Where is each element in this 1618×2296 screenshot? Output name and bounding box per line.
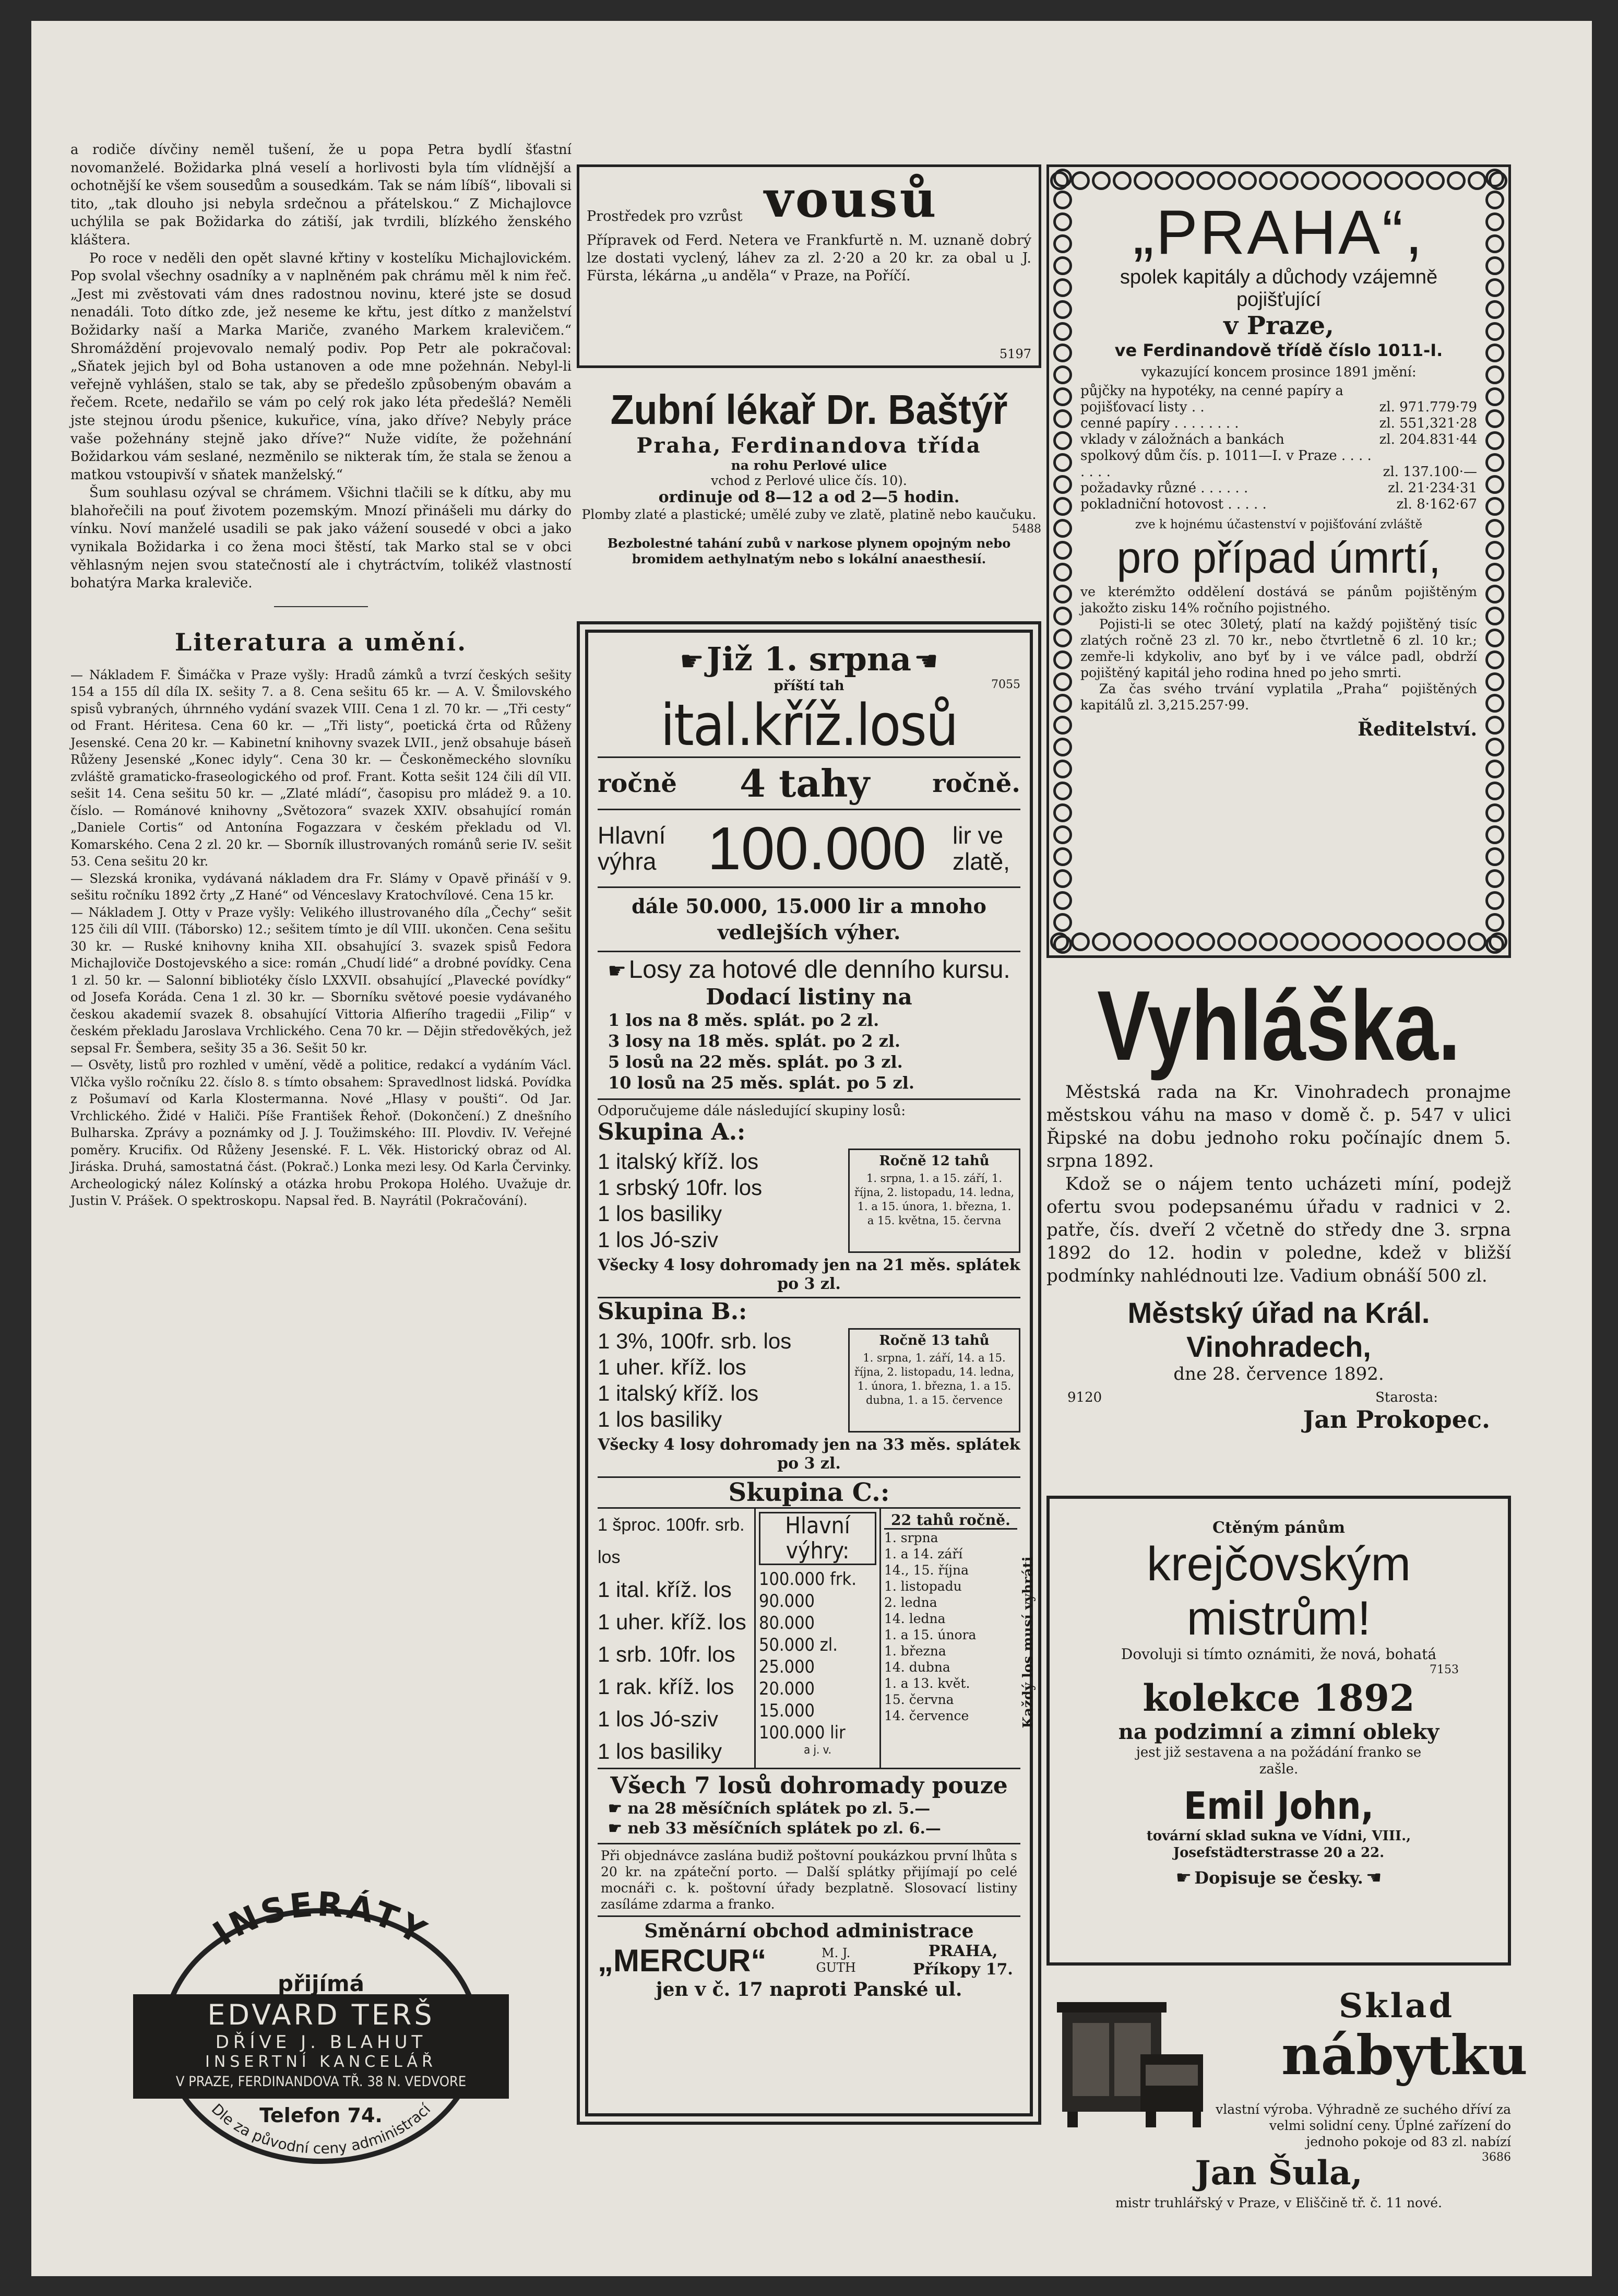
chain-link-ornament (1113, 171, 1132, 190)
chain-link-ornament (1363, 171, 1382, 190)
praha-item-label: půjčky na hypotéky, na cenné papíry a pojišťovací listy . . (1080, 383, 1343, 415)
chain-link-ornament (1196, 171, 1215, 190)
chain-link-ornament (1485, 782, 1504, 800)
groupC-date: 1. srpna (884, 1530, 938, 1545)
stamp-arc-bottom: Dle za původní ceny administrací (208, 2100, 434, 2158)
chain-link-ornament (1485, 935, 1504, 954)
inseraty-stamp (117, 1879, 525, 2177)
chain-link-ornament (1405, 932, 1424, 951)
stamp-line6: Telefon 74. (259, 2104, 383, 2127)
chain-link-ornament (1342, 171, 1361, 190)
praha-item-row (1080, 416, 1477, 432)
chain-link-ornament (1071, 171, 1090, 190)
groupA-title: Skupina A.: (598, 1119, 746, 1145)
chain-link-ornament (1485, 738, 1504, 756)
praha-body: ve kterémžto oddělení dostává se pánům pojištěným jakožto zisku 14% ročního pojistného. (1080, 584, 1477, 616)
lottery-bottom: jen v č. 17 naproti Panské ul. (656, 1979, 962, 2001)
groupC-date: 15. června (884, 1692, 954, 1707)
stamp-line3: DŘÍVE J. BLAHUT (215, 2032, 427, 2053)
lottery-side-text: Každý los musí vyhráti (1020, 1556, 1036, 1729)
chain-link-ornament (1053, 453, 1072, 472)
groupB-table (598, 1328, 1020, 1433)
praha-example: Pojisti-li se otec 30letý, platí na každý pojištěný tisíc zlatých ročně 23 zl. 70 kr., nebo čtvrtletně 6 zl. 10 kr.; zemře-li kdykoliv, ano byť by i ve válce padl, obdrží pojištěný kapitál jeho rodina hned po jeho smrti. (1080, 617, 1477, 680)
chain-link-ornament (1485, 891, 1504, 910)
groupC-amount: 25.000 (759, 1656, 815, 1677)
chain-link-ornament (1053, 431, 1072, 450)
groupA-item: 1 los basiliky (598, 1201, 722, 1226)
plan-row: 5 losů na 22 měs. splát. po 3 zl. (608, 1052, 903, 1072)
groupA-item: 1 srbský 10fr. los (598, 1175, 763, 1200)
chain-link-ornament (1485, 825, 1504, 844)
chain-link-ornament (1053, 803, 1072, 822)
chain-link-ornament (1322, 932, 1340, 951)
article-paragraph: Šum souhlasu ozýval se chrámem. Všichni tlačili se k dítku, aby mu blahořečili na pouť životem pozemským. Mnozí přinášeli mu dárky do vínku. Noví manželé usadili se pak jako vážení sousedé v obci a jako vynikala Božidarka i co žena moci štěstí, tak Marko stal se v obci věhlasným nejen svou statečností ale i chytráctvím, tolikéž vlastností bohatýra Marka kraleviče. (70, 485, 572, 591)
chain-link-ornament (1485, 212, 1504, 231)
lottery-plans (598, 1010, 1020, 1093)
groupC-table (598, 1507, 1020, 1769)
chain-link-ornament (1134, 171, 1152, 190)
groupC-item: 1 ital. kříž. los (598, 1577, 732, 1602)
groupC-date: 14. dubna (884, 1660, 950, 1675)
chain-link-ornament (1175, 171, 1194, 190)
dentist-sub: Praha, Ferdinandova třída (636, 433, 982, 458)
chain-link-ornament (1485, 300, 1504, 319)
stamp-line1: přijímá (277, 1971, 365, 1996)
lottery-all7b: neb 33 měsíčních splátek po zl. 6.— (627, 1819, 941, 1838)
praha-item-label: požadavky různé . . . . . . (1080, 480, 1248, 496)
groupA-draws-title: Ročně 12 tahů (879, 1153, 990, 1169)
groupC-date: 1. listopadu (884, 1579, 962, 1594)
chain-link-ornament (1238, 171, 1257, 190)
chain-link-ornament (1384, 171, 1403, 190)
chain-link-ornament (1468, 171, 1486, 190)
chain-link-ornament (1301, 171, 1319, 190)
groupA-item: 1 los Jó-sziv (598, 1227, 719, 1252)
chain-link-ornament (1447, 171, 1466, 190)
groupC-amount: 80.000 (759, 1613, 815, 1634)
groupC-date: 14. července (884, 1708, 969, 1723)
chain-link-ornament (1485, 803, 1504, 822)
chain-link-ornament (1053, 191, 1072, 209)
chain-border-right (1484, 167, 1505, 955)
praha-sign: Ředitelství. (1358, 718, 1477, 740)
praha-item-value: zl. 971.779·79 (1379, 399, 1477, 415)
groupA-table (598, 1149, 1020, 1253)
tailor-l4: jest již sestavena a na požádání franko se zašle. (1136, 1745, 1422, 1777)
vousu-text: Přípravek od Ferd. Netera ve Frankfurtě n. M. uznaně dobrý lze dostati vyclený, láhev za zl. 2·20 a 20 kr. za obal u J. Fürsta, lékárna „u anděla“ v Praze, na Poříčí. (587, 232, 1031, 284)
chain-link-ornament (1280, 171, 1299, 190)
pointing-hand-icon: ☛ (680, 646, 704, 677)
praha-item-row (1080, 448, 1477, 480)
lottery-yearly-mid: 4 tahy (740, 761, 870, 806)
chain-link-ornament (1053, 212, 1072, 231)
chain-link-ornament (1485, 672, 1504, 691)
chain-link-ornament (1053, 387, 1072, 406)
chain-link-ornament (1053, 782, 1072, 800)
groupC-amount: 20.000 (759, 1678, 815, 1699)
chain-link-ornament (1485, 191, 1504, 209)
dentist-l3: ordinuje od 8—12 a od 2—5 hodin. (658, 488, 960, 506)
chain-link-ornament (1485, 278, 1504, 297)
chain-link-ornament (1426, 171, 1445, 190)
lit-paragraph: — Slezská kronika, vydávaná nákladem dra Fr. Slámy v Opavě přináší v 9. sešitu ročníku 1892 črty „Z Hané“ od Vénceslavy Kratochvílové. Cena 15 kr. (70, 871, 572, 903)
chain-link-ornament (1053, 935, 1072, 954)
praha-item-value: zl. 8·162·67 (1396, 496, 1477, 512)
chain-link-ornament (1280, 932, 1299, 951)
article-continuation (70, 141, 572, 593)
groupA-draws: 1. srpna, 1. a 15. září, 1. října, 2. listopadu, 14. ledna, 1. a 15. února, 1. března, 1. a 15. května, 15. června (854, 1172, 1015, 1227)
tailor-l2: Dovoluji si tímto oznámiti, že nová, bohatá (1121, 1646, 1437, 1663)
dentist-l4: Plomby zlaté a plastické; umělé zuby ve zlatě, platině nebo kaučuku. (581, 507, 1037, 522)
vyhlaska-num: 9120 (1067, 1390, 1102, 1405)
furniture-title2: nábytku (1281, 2023, 1528, 2087)
pointing-hand-icon: ☛ (608, 960, 627, 983)
groupC-date: 1. a 13. květ. (884, 1676, 970, 1691)
groupC-date: 14. ledna (884, 1611, 946, 1626)
groupC-date: 14., 15. října (884, 1563, 969, 1578)
lottery-mj: M. J. GUTH (816, 1946, 856, 1975)
chain-link-ornament (1053, 825, 1072, 844)
tailor-name: Emil John, (1183, 1784, 1374, 1828)
pointing-hand-icon: ☛ (1175, 1867, 1192, 1888)
chain-link-ornament (1071, 932, 1090, 951)
chain-link-ornament (1053, 672, 1072, 691)
praha-items (1080, 383, 1477, 513)
praha-case: pro případ úmrtí, (1116, 533, 1441, 582)
lottery-main-num: 100.000 (707, 814, 926, 882)
chain-link-ornament (1485, 869, 1504, 888)
lottery-main-right: lir ve zlatě, (953, 822, 1010, 875)
groupB-item: 1 uher. kříž. los (598, 1355, 746, 1379)
chain-link-ornament (1447, 932, 1466, 951)
chain-link-ornament (1384, 932, 1403, 951)
furniture-addr: mistr truhlářský v Praze, v Eliščině tř. č. 11 nové. (1115, 2195, 1442, 2210)
literature-section (70, 667, 572, 1210)
pointing-hand-icon: ☚ (1365, 1867, 1382, 1888)
praha-item-row (1080, 383, 1477, 416)
column-left (70, 141, 572, 2158)
ad-vousu (577, 164, 1041, 368)
chain-link-ornament (1053, 738, 1072, 756)
tailor-title: krejčovským mistrům! (1146, 1537, 1411, 1645)
praha-paid: Za čas svého trvání vyplatila „Praha“ pojištěných kapitálů zl. 3,215.257·99. (1080, 681, 1477, 713)
chain-link-ornament (1217, 171, 1236, 190)
chain-link-ornament (1175, 932, 1194, 951)
groupC-date: 1. a 15. února (884, 1627, 977, 1642)
vyhlaska-date: dne 28. července 1892. (1173, 1364, 1384, 1384)
groupC-date: 1. března (884, 1643, 946, 1659)
groupC-right-head: 22 tahů ročně. (884, 1512, 1017, 1530)
ad-praha (1046, 164, 1511, 958)
groupA-item: 1 italský kříž. los (598, 1149, 759, 1174)
vousu-num: 5197 (999, 347, 1031, 361)
lottery-head: Již 1. srpna (706, 640, 912, 678)
chain-link-ornament (1053, 256, 1072, 275)
chain-link-ornament (1485, 365, 1504, 384)
groupC-amount: 90.000 (759, 1591, 815, 1612)
chain-link-ornament (1485, 563, 1504, 582)
praha-sub: spolek kapitály a důchody vzájemně pojišťující (1120, 266, 1438, 311)
chain-link-ornament (1485, 387, 1504, 406)
lottery-cash: Losy za hotové dle denního kursu. (628, 956, 1010, 984)
chain-link-ornament (1053, 169, 1072, 187)
lottery-note: Při objednávce zaslána budiž poštovní poukázkou první lhůta s 20 kr. na zpáteční porto. — Další splátky přijímají po celé mocnáři c. k. poštovní úřady bezplatně. Slosovací listiny zasíláme zdarma a franko. (598, 1843, 1020, 1917)
chain-link-ornament (1053, 585, 1072, 603)
groupA-total: Všecky 4 losy dohromady jen na 21 měs. splátek po 3 zl. (598, 1256, 1020, 1298)
chain-link-ornament (1301, 932, 1319, 951)
praha-address: ve Ferdinandově třídě číslo 1011-I. (1114, 340, 1443, 360)
chain-link-ornament (1053, 650, 1072, 669)
chain-link-ornament (1053, 475, 1072, 494)
plan-row: 10 losů na 25 měs. splát. po 5 zl. (608, 1073, 914, 1093)
chain-link-ornament (1485, 256, 1504, 275)
groupC-amount: 100.000 lir (759, 1722, 846, 1743)
praha-item-row (1080, 432, 1477, 448)
lit-paragraph: — Nákladem F. Šimáčka v Praze vyšly: Hradů zámků a tvrzí českých sešity 154 a 155 díl díla IX. sešity 7. a 8. Cena sešitu 65 kr. — A. V. Šmilovského spisů vybraných, úhrnného vydání svazek VIII. Cena 1 zl. 70 kr. — „Tři cesty“ od Frant. Héritesa. Cena 60 kr. — „Tři listy“, poetická črta od Růženy Jesenské. Cena 20 kr. — Kabinetní knihovny svazek LVII., jenž obsahuje báseň Růženy Jesenské „Konec idyly“. Cena 30 kr. — Českoněmeckého slovníku zvláště gramaticko-fraseologického od prof. Frant. Kotta sešit 124 čili díl VII. sešit 14. Cena sešitu 50 kr. — „Zlaté mládí“, časopisu pro mládež 9. a 10. číslo. — Románové knihovny „Světozora“ svazek XXIV. obsahující román „Daniele Cortis“ od Antonína Fogazzara v českém překladu od Vl. Komarského. Cena 2 zl. 20 kr. — Sborník illustrovaných románů serie IV. sešit 53. Cena sešitu 20 kr. (70, 667, 572, 869)
lottery-delivery: Dodací listiny na (706, 984, 912, 1010)
vousu-small: Prostředek pro vzrůst (587, 208, 743, 224)
article-paragraph: Po roce v neděli den opět slavné křtiny v kostelíku Michajlovickém. Pop svolal všechny osadníky a v naplněném pak chrámu měl k nim řeč. „Jest mi zvěstovati vám dnes radostnou novinu, které jste se dosud nenadáli. Toto dítko zde, jež neseme ke křtu, jest dítko z manželství Božidarky naší a Marka Mariče, zvaného Markem kralevičem.“ Shromáždění projevovalo nemalý podiv. Pop Petr ale pokračoval: „Sňatek jejich byl od Boha ustanoven a ode mne požehnán. Nebyl-li veřejně vyhlášen, stalo se tak, aby se předešlo způsobeným obavám a řečem. Rcete, nedařilo se vám po celý rok jako léta předešlá? Neměli jste stejnou úrodu pšenice, kukuřice, vína, jako dříve? Nebyly práce vaše požehnány stejně jako dříve?“ Nuže vidíte, že požehnání Božidarkou vám seslané, nezměnilo se nikterak tím, že stala se ženou a matkou vstoupivší v sňatek manželský.“ (70, 250, 572, 483)
lit-paragraph: — Osvěty, listů pro rozhled v umění, vědě a politice, redakcí a vydáním Václ. Vlčka vyšlo ročníku 22. číslo 8. s tímto obsahem: Spravedlnost lidská. Povídka z Pošumaví od Karla Klostermanna. Nové „Hlasy v poušti“. Od Jar. Vrchlického. Židé v Haliči. Píše František Řehoř. (Dokončení.) Z dnešního Bulharska. Zprávy a poznámky od J. J. Toužimského: III. Plovdiv. IV. Veřejné poměry. Krucifix. Od Růženy Jesenské. F. L. Věk. Historický obraz od Al. Jiráska. Druhá, samostatná část. (Pokrač.) Lonka mezi lesy. Od Karla Červinky. Archeologický nález Kolínský a otázka hrobu Prokopa Holého. Uvažuje dr. Justin V. Prášek. O spektroskopu. Napsal řed. B. Nayrátil (Pokračování). (70, 1058, 572, 1209)
chain-link-ornament (1485, 234, 1504, 253)
chain-link-ornament (1053, 541, 1072, 560)
ad-furniture (1046, 1981, 1528, 2216)
article-paragraph: a rodiče dívčiny neměl tušení, že u popa Petra bydlí šťastní novomanželé. Božidarka plná veselí a horlivosti byla tím vlídnější a ochotnější ke všem sousedům a sousedkám. Tak se nám líbíš“, libovali si tito, „tak dlouho jsi nebyla srdečnou a přátelskou.“ Z Michajlovce uchýlila se pak Božidarka do zátiší, jak tvrdili, blízkého ženského kláštera. (70, 142, 572, 248)
furniture-text: vlastní výroba. Výhradně ze suchého dříví za velmi solidní ceny. Úplné zařízení do jednoho pokoje od 83 zl. nabízí (1216, 2102, 1511, 2149)
groupB-item: 1 italský kříž. los (598, 1381, 759, 1405)
chain-link-ornament (1485, 409, 1504, 428)
chain-link-ornament (1053, 563, 1072, 582)
groupC-item: 1 los basiliky (598, 1739, 722, 1764)
groupC-item: 1 šproc. 100fr. srb. los (598, 1515, 745, 1567)
chain-link-ornament (1053, 607, 1072, 625)
groupC-mid-head: Hlavní výhry: (759, 1512, 876, 1565)
plan-row: 3 losy na 18 měs. splát. po 2 zl. (608, 1031, 901, 1051)
vyhlaska-title: Vyhláška. (1097, 971, 1460, 1081)
chain-link-ornament (1053, 869, 1072, 888)
lottery-recommend: Odporučujeme dále následující skupiny losů: (598, 1098, 1020, 1119)
stamp-line2: EDVARD TERŠ (207, 1998, 435, 2031)
groupB-item: 1 3%, 100fr. srb. los (598, 1329, 792, 1353)
vousu-title: vousů (764, 170, 938, 229)
praha-item-label: vklady v záložnách a bankách (1080, 432, 1284, 447)
praha-item-value: zl. 204.831·44 (1379, 432, 1477, 447)
vyhlaska-p2: Kdož se o nájem tento ucházeti míní, podejž ofertu svou podepsanému úřadu v radnici v 2. patře, čís. dveří 2 včetně do středy dne 3. srpna 1892 do 12. hodin v poledne, kdež v bližší podmínky nahlédnouti lze. Vadium obnáší 500 zl. (1046, 1174, 1511, 1286)
chain-link-ornament (1322, 171, 1340, 190)
ad-lottery (577, 621, 1041, 2125)
praha-accepts: zve k hojnému účastenství v pojišťování zvláště (1135, 518, 1423, 531)
groupB-draws-title: Ročně 13 tahů (879, 1333, 990, 1348)
praha-intro: vykazující koncem prosince 1891 jmění: (1141, 364, 1417, 380)
chain-link-ornament (1468, 932, 1486, 951)
stamp-arc-top: INSERÁTY (206, 1885, 435, 1954)
chain-link-ornament (1155, 932, 1173, 951)
chain-link-ornament (1485, 650, 1504, 669)
groupC-amount: 100.000 frk. (759, 1569, 856, 1590)
dentist-title: Zubní lékař Dr. Baštýř (610, 386, 1008, 433)
chain-link-ornament (1053, 519, 1072, 538)
chain-link-ornament (1053, 497, 1072, 516)
lottery-head-sub: příští tah (774, 678, 844, 694)
dentist-num: 5488 (1012, 523, 1041, 536)
chain-link-ornament (1092, 171, 1111, 190)
chain-link-ornament (1053, 629, 1072, 647)
stamp-line5: V PRAZE, FERDINANDOVA TŘ. 38 N. VEDVORE (175, 2074, 467, 2090)
pointing-hand-icon: ☛ (608, 1819, 622, 1838)
ad-vyhlaska (1046, 971, 1511, 1488)
tailor-l3: na podzimní a zimní obleky (1118, 1720, 1439, 1744)
praha-item-value: zl. 551,321·28 (1379, 416, 1477, 431)
chain-link-ornament (1485, 431, 1504, 450)
chain-link-ornament (1092, 932, 1111, 951)
groupC-mid-foot: a j. v. (804, 1744, 831, 1757)
lottery-mercur: „MERCUR“ (598, 1943, 767, 1978)
chain-link-ornament (1485, 322, 1504, 341)
groupB-total: Všecky 4 losy dohromady jen na 33 měs. splátek po 3 zl. (598, 1436, 1020, 1478)
tailor-num: 7153 (1430, 1663, 1459, 1676)
chain-link-ornament (1053, 694, 1072, 713)
chain-link-ornament (1053, 847, 1072, 866)
lottery-num: 7055 (991, 678, 1020, 691)
chain-link-ornament (1053, 913, 1072, 932)
chain-link-ornament (1426, 932, 1445, 951)
groupB-title: Skupina B.: (598, 1298, 747, 1325)
chain-link-ornament (1485, 585, 1504, 603)
groupC-date: 1. a 14. září (884, 1546, 963, 1561)
section-heading-literatura: Literatura a umění. (174, 628, 468, 656)
chain-border-left (1052, 167, 1073, 955)
lottery-yearly-right: ročně. (932, 768, 1020, 798)
praha-item-value: zl. 21·234·31 (1388, 480, 1477, 496)
chain-link-ornament (1053, 300, 1072, 319)
chain-link-ornament (1485, 694, 1504, 713)
furniture-num: 3686 (1482, 2151, 1511, 2164)
tailor-kolekce: kolekce 1892 (1143, 1676, 1415, 1720)
chain-link-ornament (1363, 932, 1382, 951)
chain-link-ornament (1485, 453, 1504, 472)
chain-link-ornament (1485, 497, 1504, 516)
chain-link-ornament (1485, 519, 1504, 538)
chain-link-ornament (1053, 891, 1072, 910)
newspaper-page (31, 21, 1592, 2276)
chain-link-ornament (1405, 171, 1424, 190)
chain-link-ornament (1485, 913, 1504, 932)
lottery-praha: PRAHA, Příkopy 17. (913, 1942, 1013, 1979)
chain-link-ornament (1342, 932, 1361, 951)
groupC-item: 1 los Jó-sziv (598, 1707, 719, 1731)
chain-link-ornament (1485, 607, 1504, 625)
chain-link-ornament (1259, 171, 1278, 190)
lottery-yearly-left: ročně (598, 768, 677, 798)
praha-item-value: zl. 137.100·— (1383, 464, 1477, 480)
chain-link-ornament (1053, 344, 1072, 362)
chain-link-ornament (1485, 169, 1504, 187)
chain-link-ornament (1155, 171, 1173, 190)
chain-link-ornament (1053, 760, 1072, 778)
lottery-all7: Všech 7 losů dohromady pouze (610, 1772, 1008, 1799)
dentist-l2: vchod z Perlové ulice čís. 10). (711, 473, 907, 488)
praha-vpraze: v Praze, (1223, 311, 1334, 340)
praha-item-row (1080, 480, 1477, 496)
groupC-amount: 15.000 (759, 1700, 815, 1721)
stamp-line4: INSERTNÍ KANCELÁŘ (205, 2053, 437, 2071)
chain-link-ornament (1485, 760, 1504, 778)
chain-link-ornament (1485, 847, 1504, 866)
furniture-name: Jan Šula, (1195, 2153, 1363, 2193)
groupB-draws: 1. srpna, 1. září, 14. a 15. října, 2. listopadu, 14. ledna, 1. února, 1. března, 1. a 15. dubna, 1. a 15. července (854, 1352, 1015, 1406)
chain-link-ornament (1485, 716, 1504, 735)
furniture-title1: Sklad (1339, 1986, 1455, 2026)
dentist-l1: na rohu Perlové ulice (731, 458, 887, 473)
chain-link-ornament (1217, 932, 1236, 951)
chain-link-ornament (1053, 716, 1072, 735)
lottery-all7a: na 28 měsíčních splátek po zl. 5.— (627, 1800, 931, 1818)
vyhlaska-office: Městský úřad na Král. Vinohradech, (1127, 1296, 1430, 1363)
praha-item-label: pokladniční hotovost . . . . . (1080, 496, 1267, 512)
lottery-title: ital.kříž.losů (660, 692, 958, 759)
groupB-item: 1 los basiliky (598, 1407, 722, 1431)
praha-item-row (1080, 496, 1477, 513)
plan-row: 1 los na 8 měs. splát. po 2 zl. (608, 1010, 879, 1030)
chain-link-ornament (1485, 344, 1504, 362)
chain-border-bottom (1049, 931, 1508, 952)
chain-link-ornament (1053, 409, 1072, 428)
chain-link-ornament (1053, 278, 1072, 297)
groupC-item: 1 uher. kříž. los (598, 1609, 746, 1634)
ad-dentist (577, 386, 1041, 595)
pointing-hand-icon: ☛ (608, 1800, 622, 1818)
chain-link-ornament (1134, 932, 1152, 951)
chain-link-ornament (1485, 541, 1504, 560)
chain-link-ornament (1196, 932, 1215, 951)
lottery-further: dále 50.000, 15.000 lir a mnoho vedlejších výher. (632, 894, 986, 944)
chain-link-ornament (1238, 932, 1257, 951)
praha-title: „PRAHA“, (1133, 197, 1425, 267)
chain-border-top (1049, 170, 1508, 191)
lottery-main-left: Hlavní výhra (598, 822, 666, 875)
groupC-item: 1 rak. kříž. los (598, 1674, 734, 1699)
tailor-l5: tovární sklad sukna ve Vídni, VIII., Josefstädterstrasse 20 a 22. (1146, 1828, 1411, 1861)
groupC-title: Skupina C.: (728, 1478, 890, 1507)
ad-tailor (1046, 1496, 1511, 1966)
chain-link-ornament (1053, 234, 1072, 253)
groupC-item: 1 srb. 10fr. los (598, 1642, 735, 1666)
chain-link-ornament (1485, 629, 1504, 647)
dentist-l5: Bezbolestné tahání zubů v narkose plynem opojným nebo bromidem aethylnatým nebo s lokální anaesthesií. (607, 536, 1011, 566)
pointing-hand-icon: ☚ (914, 646, 938, 677)
chain-link-ornament (1485, 475, 1504, 494)
vyhlaska-p1: Městská rada na Kr. Vinohradech pronajme městskou váhu na maso v domě č. p. 547 v ulici Řipské na dobu jednoho roku počínajíc dnem 5. srpna 1892. (1046, 1082, 1511, 1171)
vyhlaska-starosta: Starosta: (1375, 1390, 1438, 1405)
praha-item-label: cenné papíry . . . . . . . . (1080, 416, 1239, 431)
chain-link-ornament (1053, 365, 1072, 384)
chain-link-ornament (1053, 322, 1072, 341)
tailor-l6: Dopisuje se česky. (1194, 1868, 1363, 1888)
lottery-exchange: Směnární obchod administrace (644, 1920, 974, 1942)
groupC-amount: 50.000 zl. (759, 1635, 838, 1655)
lit-paragraph: — Nákladem J. Otty v Praze vyšly: Velikého illustrovaného díla „Čechy“ sešit 125 čili díl VIII. (Táborsko) 12.; sešitem tímto je díl VIII. ukončen. Cena sešitu 30 kr. — Ruské knihovny kniha XII. obsahující 3. svazek spisů Fedora Michajloviče Dostojevského a sice: román „Chudí lidé“ a drobné povídky. Cena 1 zl. 50 kr. — Salonní bibliotéky číslo LXXVII. obsahující „Plavecké povídky“ od Josefa Korádа. Cena 1 zl. 30 kr. — Sborníku světové poesie vydávaného českou akademií svazek 8. obsahující Vittoria Alfierího tragedii „Filip“ v českém překladu Jaroslava Vrchlického. Cena 70 kr. — Dějin středověkých, jež sepsal Fr. Šembera, sešity 35 a 36. Sešit 50 kr. (70, 905, 572, 1056)
chain-link-ornament (1113, 932, 1132, 951)
divider (274, 606, 368, 607)
chain-link-ornament (1259, 932, 1278, 951)
praha-item-label: spolkový dům čís. p. 1011—I. v Praze . . . . . . . . (1080, 448, 1372, 480)
vyhlaska-name: Jan Prokopec. (1303, 1405, 1490, 1434)
groupC-date: 2. ledna (884, 1595, 937, 1610)
tailor-l1: Ctěným pánům (1212, 1519, 1346, 1537)
